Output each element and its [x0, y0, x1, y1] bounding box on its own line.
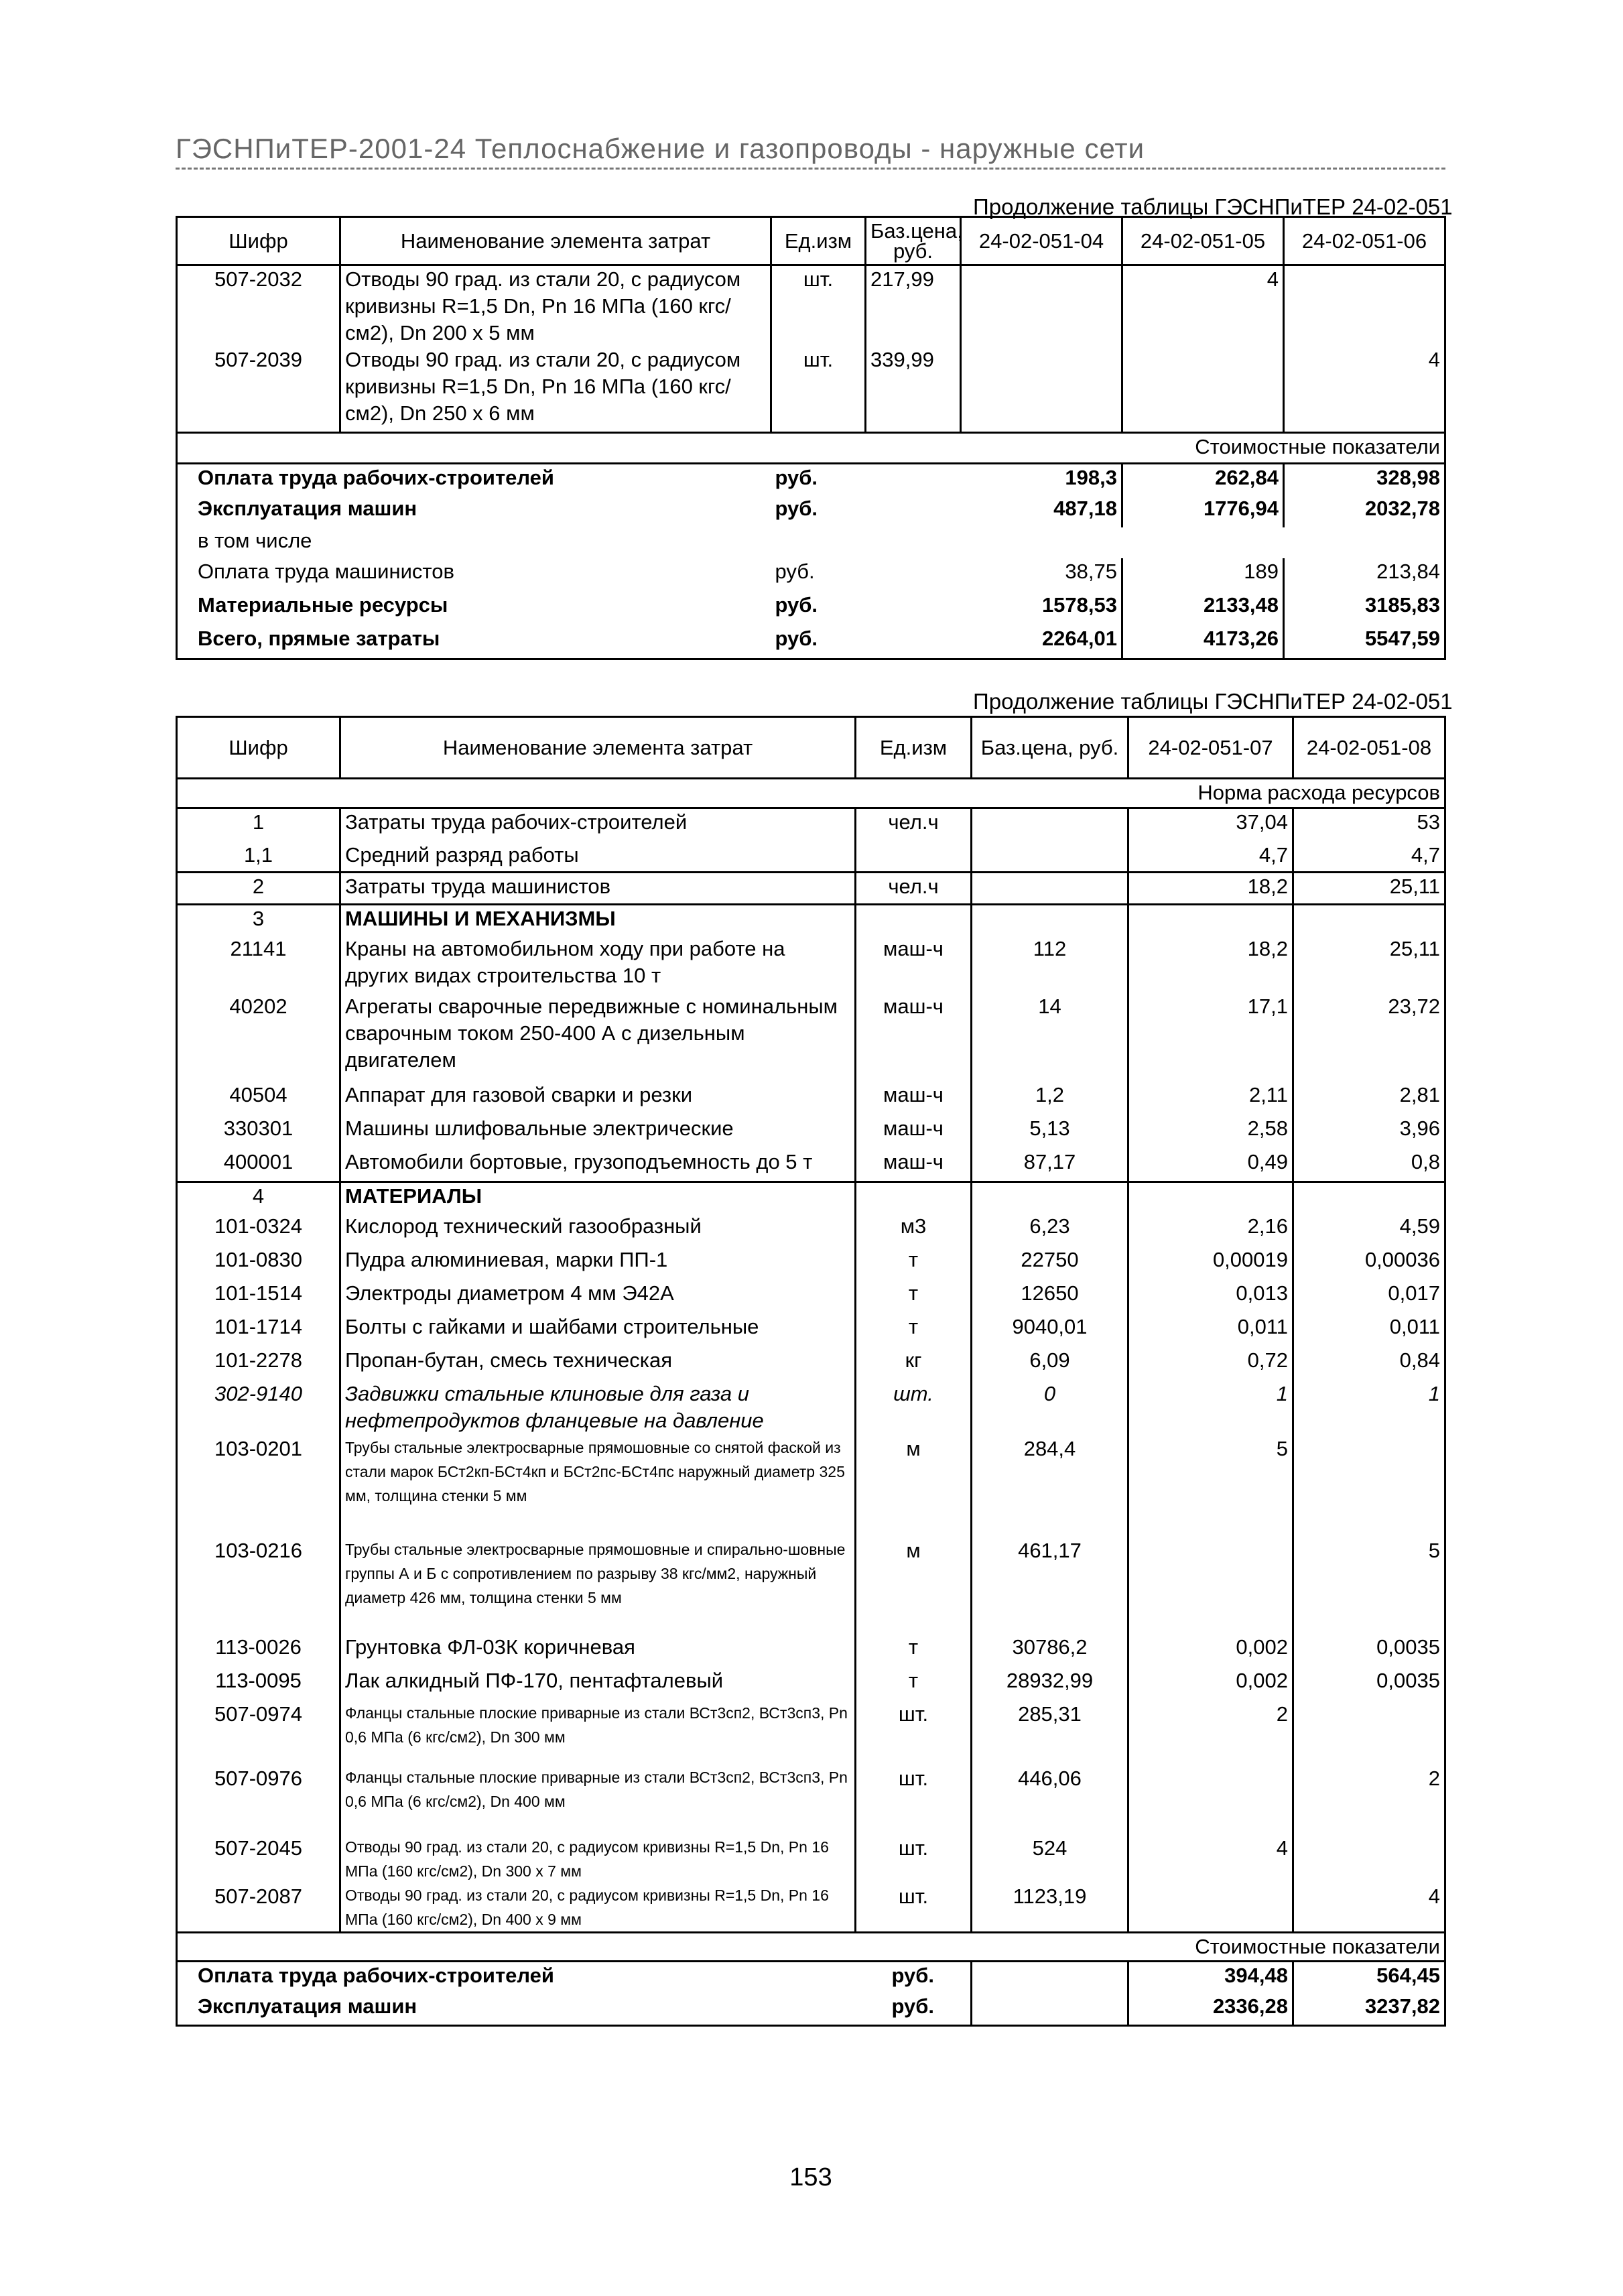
row-name: Трубы стальные электросварные прямошовные и спирально-шовные группы А и Б с сопротивлением по разрыву 38 кгс/мм2, наружный диаметр 426 мм, толщина стенки 5 мм [340, 1537, 856, 1634]
header-divider [176, 168, 1445, 170]
cost-v1: 487,18 [961, 495, 1122, 527]
row-v2: 3,96 [1399, 1116, 1440, 1140]
row-unit: маш-ч [856, 1115, 972, 1149]
row-v1: 2,11 [1128, 1082, 1293, 1115]
table-row [177, 1247, 1445, 1280]
row-unit: м [856, 1436, 972, 1537]
cost-v1: 2336,28 [1128, 1993, 1293, 2025]
row-unit: м [856, 1537, 972, 1634]
row-code: 101-1714 [177, 1314, 340, 1347]
row-v2: 2,81 [1399, 1082, 1440, 1106]
row-unit: т [856, 1247, 972, 1280]
row-code: 507-2032 [177, 265, 340, 347]
row-price: 22750 [972, 1247, 1128, 1280]
row-price: 339,99 [866, 346, 961, 432]
row-v2 [1122, 346, 1284, 432]
table-row [177, 1280, 1445, 1314]
table1-header-row [177, 217, 1445, 265]
cost-unit: руб. [775, 465, 818, 489]
row-price: 0 [972, 1381, 1128, 1436]
row-unit: т [856, 1280, 972, 1314]
row-v3 [1284, 265, 1445, 347]
row-v2: 4 [1428, 1884, 1440, 1908]
row-unit: маш-ч [856, 1082, 972, 1115]
cost-v1: 1578,53 [961, 592, 1122, 625]
cost-v3: 2032,78 [1364, 497, 1440, 520]
row-unit: шт. [856, 1701, 972, 1765]
row-price: 112 [972, 936, 1128, 993]
cost-v3: 328,98 [1376, 465, 1440, 489]
cost-row [177, 1961, 1445, 1993]
row-name: Отводы 90 град. из стали 20, с радиусом кривизны R=1,5 Dn, Pn 16 МПа (160 кгс/см2), Dn 200 х 5 мм [340, 265, 771, 347]
table-row [177, 1182, 1445, 1213]
row-code: 507-2039 [177, 346, 340, 432]
row-v2 [1293, 1436, 1445, 1537]
row-name: Агрегаты сварочные передвижные с номинальным сварочным током 250-400 А с дизельным двигателем [340, 993, 856, 1082]
row-v1: 0,002 [1128, 1667, 1293, 1701]
row-code: 101-0324 [177, 1213, 340, 1247]
norm-label: Норма расхода ресурсов [177, 779, 1445, 808]
cost-name: Всего, прямые затраты [198, 627, 440, 650]
table2-continuation-title: Продолжение таблицы ГЭСНПиТЕР 24-02-051 [973, 689, 1453, 714]
row-name: Отводы 90 град. из стали 20, с радиусом кривизны R=1,5 Dn, Pn 16 МПа (160 кгс/см2), Dn 400 х 9 мм [340, 1883, 856, 1933]
row-code: 507-2087 [177, 1883, 340, 1933]
row-v2 [1293, 1701, 1445, 1765]
row-v1: 0,013 [1128, 1280, 1293, 1314]
row-code: 507-0976 [177, 1765, 340, 1835]
col-header-name: Наименование элемента затрат [340, 717, 856, 779]
cost-label: Стоимостные показатели [177, 432, 1445, 463]
row-v2: 53 [1293, 808, 1445, 842]
row-unit: шт. [771, 346, 866, 432]
row-price: 524 [972, 1835, 1128, 1883]
row-price: 5,13 [972, 1115, 1128, 1149]
row-v1 [1128, 905, 1293, 936]
col-header-unit: Ед.изм [856, 717, 972, 779]
row-price [972, 905, 1128, 936]
row-v1: 2,58 [1128, 1115, 1293, 1149]
row-code: 101-2278 [177, 1347, 340, 1381]
row-v2: 0,017 [1388, 1281, 1440, 1305]
row-v1: 0,72 [1128, 1347, 1293, 1381]
row-name: МАТЕРИАЛЫ [340, 1182, 856, 1213]
row-price: 14 [972, 993, 1128, 1082]
cost-row [177, 625, 1445, 659]
row-code: 302-9140 [177, 1381, 340, 1436]
row-price: 1,2 [972, 1082, 1128, 1115]
row-price: 6,23 [972, 1213, 1128, 1247]
row-unit [856, 1182, 972, 1213]
row-v1: 2,16 [1128, 1213, 1293, 1247]
row-v1: 0,011 [1128, 1314, 1293, 1347]
row-code: 1,1 [177, 842, 340, 873]
cost-label: Стоимостные показатели [177, 1932, 1445, 1961]
table-row [177, 808, 1445, 842]
table-row [177, 1436, 1445, 1537]
cost-v2: 1776,94 [1122, 495, 1284, 527]
cost-unit: руб. [891, 1963, 935, 1987]
cost-v1: 2264,01 [961, 625, 1122, 659]
table-row [177, 1883, 1445, 1933]
cost-v1: 198,3 [961, 463, 1122, 495]
row-price: 285,31 [972, 1701, 1128, 1765]
table-row [177, 1765, 1445, 1835]
col-header-price: Баз.цена, руб. [866, 217, 961, 265]
table2 [176, 716, 1446, 2027]
cost-unit: руб. [891, 1994, 935, 2018]
row-code: 101-1514 [177, 1280, 340, 1314]
cost-v2: 564,45 [1376, 1963, 1440, 1987]
cost-row [177, 558, 1445, 592]
row-name: Средний разряд работы [340, 842, 856, 873]
row-v2: 0,00036 [1364, 1247, 1440, 1271]
row-unit: м3 [856, 1213, 972, 1247]
cost-name: в том числе [198, 529, 312, 552]
row-code: 113-0095 [177, 1667, 340, 1701]
row-v1: 4 [1128, 1835, 1293, 1883]
row-v1 [1128, 1765, 1293, 1835]
row-v1: 17,1 [1128, 993, 1293, 1082]
row-v2 [1293, 1182, 1445, 1213]
row-price: 9040,01 [972, 1314, 1128, 1347]
table-row [177, 265, 1445, 347]
row-v1 [961, 265, 1122, 347]
row-unit: т [856, 1667, 972, 1701]
cost-v2: 262,84 [1122, 463, 1284, 495]
row-price: 1123,19 [972, 1883, 1128, 1933]
row-code: 2 [177, 873, 340, 905]
row-v1: 5 [1128, 1436, 1293, 1537]
table-row [177, 936, 1445, 993]
row-code: 21141 [177, 936, 340, 993]
row-unit: т [856, 1314, 972, 1347]
col-header-v3: 24-02-051-06 [1284, 217, 1445, 265]
table-row [177, 873, 1445, 905]
row-price [972, 842, 1128, 873]
row-name: Болты с гайками и шайбами строительные [340, 1314, 856, 1347]
row-v2: 0,8 [1411, 1149, 1440, 1173]
row-v2 [1293, 1835, 1445, 1883]
cost-row [177, 495, 1445, 527]
row-name: Фланцы стальные плоские приварные из стали ВСт3сп2, ВСт3сп3, Pn 0,6 МПа (6 кгс/см2), Dn 400 мм [340, 1765, 856, 1835]
row-price: 6,09 [972, 1347, 1128, 1381]
cost-name: Оплата труда рабочих-строителей [198, 465, 554, 489]
table-row [177, 1381, 1445, 1436]
row-v2: 0,84 [1399, 1348, 1440, 1372]
row-unit: шт. [856, 1381, 972, 1436]
row-price: 30786,2 [972, 1634, 1128, 1667]
row-code: 330301 [177, 1115, 340, 1149]
row-v1: 0,49 [1128, 1149, 1293, 1182]
col-header-code: Шифр [177, 717, 340, 779]
row-v3: 4 [1428, 348, 1440, 371]
row-v2: 5 [1428, 1538, 1440, 1562]
table-row [177, 842, 1445, 873]
row-v2 [1293, 905, 1445, 936]
row-code: 1 [177, 808, 340, 842]
col-header-v1: 24-02-051-07 [1128, 717, 1293, 779]
cost-v2: 2133,48 [1122, 592, 1284, 625]
table2-header-row [177, 717, 1445, 779]
row-price [972, 808, 1128, 842]
row-name: Кислород технический газообразный [340, 1213, 856, 1247]
row-name: Затраты труда машинистов [340, 873, 856, 905]
row-v1: 0,002 [1128, 1634, 1293, 1667]
table-row [177, 1701, 1445, 1765]
cost-v3: 3185,83 [1364, 593, 1440, 617]
row-unit: кг [856, 1347, 972, 1381]
col-header-v1: 24-02-051-04 [961, 217, 1122, 265]
cost-name: Эксплуатация машин [198, 1994, 417, 2018]
row-v2: 23,72 [1388, 994, 1440, 1018]
row-unit: шт. [856, 1765, 972, 1835]
row-code: 103-0201 [177, 1436, 340, 1537]
table-row [177, 1667, 1445, 1701]
row-name: Пудра алюминиевая, марки ПП-1 [340, 1247, 856, 1280]
row-name: Задвижки стальные клиновые для газа и нефтепродуктов фланцевые на давление [340, 1381, 856, 1436]
row-v2: 0,011 [1389, 1314, 1440, 1338]
row-code: 3 [177, 905, 340, 936]
cost-unit: руб. [775, 560, 815, 583]
col-header-v2: 24-02-051-05 [1122, 217, 1284, 265]
row-name: Электроды диаметром 4 мм Э42А [340, 1280, 856, 1314]
row-price: 12650 [972, 1280, 1128, 1314]
row-code: 103-0216 [177, 1537, 340, 1634]
cost-name: Оплата труда рабочих-строителей [198, 1963, 554, 1987]
page-number: 153 [789, 2163, 832, 2191]
table-row [177, 1149, 1445, 1182]
row-name: Автомобили бортовые, грузоподъемность до 5 т [340, 1149, 856, 1182]
row-price [972, 1182, 1128, 1213]
row-v1: 18,2 [1128, 936, 1293, 993]
cost-row [177, 463, 1445, 495]
row-code: 400001 [177, 1149, 340, 1182]
row-v1: 4,7 [1128, 842, 1293, 873]
row-unit: т [856, 1634, 972, 1667]
row-name: Затраты труда рабочих-строителей [340, 808, 856, 842]
row-unit: маш-ч [856, 1149, 972, 1182]
row-unit: чел.ч [856, 808, 972, 842]
row-v2: 4,59 [1399, 1214, 1440, 1238]
row-code: 4 [177, 1182, 340, 1213]
row-v2: 0,0035 [1376, 1668, 1440, 1692]
row-price: 461,17 [972, 1537, 1128, 1634]
row-name: МАШИНЫ И МЕХАНИЗМЫ [340, 905, 856, 936]
row-v1: 1 [1128, 1381, 1293, 1436]
row-v2: 25,11 [1293, 873, 1445, 905]
cost-label-row [177, 1932, 1445, 1961]
row-v2: 1 [1428, 1381, 1440, 1405]
table-row [177, 905, 1445, 936]
row-v1 [1128, 1182, 1293, 1213]
table-row [177, 1537, 1445, 1634]
row-name: Отводы 90 град. из стали 20, с радиусом кривизны R=1,5 Dn, Pn 16 МПа (160 кгс/см2), Dn 300 х 7 мм [340, 1835, 856, 1883]
row-unit: шт. [771, 265, 866, 347]
row-v1 [961, 346, 1122, 432]
table-row [177, 346, 1445, 432]
norm-label-row [177, 779, 1445, 808]
row-unit: маш-ч [856, 936, 972, 993]
cost-name: Материальные ресурсы [198, 593, 448, 617]
row-v1 [1128, 1883, 1293, 1933]
cost-row [177, 527, 1445, 558]
row-v2: 0,0035 [1376, 1635, 1440, 1659]
row-name: Краны на автомобильном ходу при работе на других видах строительства 10 т [340, 936, 856, 993]
row-v1: 2 [1128, 1701, 1293, 1765]
row-price: 87,17 [972, 1149, 1128, 1182]
row-v1: 0,00019 [1128, 1247, 1293, 1280]
cost-v2: 4173,26 [1122, 625, 1284, 659]
row-code: 40202 [177, 993, 340, 1082]
row-code: 101-0830 [177, 1247, 340, 1280]
table-row [177, 1082, 1445, 1115]
cost-unit: руб. [775, 497, 818, 520]
table-row [177, 1115, 1445, 1149]
cost-v1: 394,48 [1128, 1961, 1293, 1993]
table-row [177, 993, 1445, 1082]
row-code: 507-2045 [177, 1835, 340, 1883]
row-name: Лак алкидный ПФ-170, пентафталевый [340, 1667, 856, 1701]
row-name: Пропан-бутан, смесь техническая [340, 1347, 856, 1381]
row-v2: 2 [1428, 1766, 1440, 1790]
row-price: 217,99 [866, 265, 961, 347]
cost-name: Оплата труда машинистов [198, 560, 454, 583]
cost-v2: 3237,82 [1364, 1994, 1440, 2018]
row-v1: 37,04 [1128, 808, 1293, 842]
col-header-v2: 24-02-051-08 [1293, 717, 1445, 779]
row-name: Трубы стальные электросварные прямошовные со снятой фаской из стали марок БСт2кп-БСт4кп и БСт2пс-БСт4пс наружный диаметр 325 мм, толщина стенки 5 мм [340, 1436, 856, 1537]
row-code: 113-0026 [177, 1634, 340, 1667]
col-header-price: Баз.цена, руб. [972, 717, 1128, 779]
row-unit [856, 842, 972, 873]
cost-unit: руб. [775, 593, 818, 617]
row-code: 40504 [177, 1082, 340, 1115]
cost-label-row [177, 432, 1445, 463]
row-price: 446,06 [972, 1765, 1128, 1835]
cost-unit: руб. [775, 627, 818, 650]
row-price [972, 873, 1128, 905]
cost-v1: 38,75 [961, 558, 1122, 592]
row-unit: шт. [856, 1835, 972, 1883]
row-unit: маш-ч [856, 993, 972, 1082]
cost-row [177, 592, 1445, 625]
table-row [177, 1347, 1445, 1381]
row-name: Отводы 90 град. из стали 20, с радиусом кривизны R=1,5 Dn, Pn 16 МПа (160 кгс/см2), Dn 250 х 6 мм [340, 346, 771, 432]
col-header-code: Шифр [177, 217, 340, 265]
cost-name: Эксплуатация машин [198, 497, 417, 520]
row-price: 284,4 [972, 1436, 1128, 1537]
row-name: Грунтовка ФЛ-03К коричневая [340, 1634, 856, 1667]
cost-v3: 213,84 [1376, 560, 1440, 583]
row-v1: 18,2 [1128, 873, 1293, 905]
col-header-unit: Ед.изм [771, 217, 866, 265]
cost-row [177, 1993, 1445, 2025]
cost-v2: 189 [1122, 558, 1284, 592]
col-header-name: Наименование элемента затрат [340, 217, 771, 265]
row-unit [856, 905, 972, 936]
row-unit: шт. [856, 1883, 972, 1933]
row-v2: 4,7 [1411, 842, 1440, 867]
table-row [177, 1213, 1445, 1247]
row-v1 [1128, 1537, 1293, 1634]
cost-v3: 5547,59 [1364, 627, 1440, 650]
row-name: Аппарат для газовой сварки и резки [340, 1082, 856, 1115]
table-row [177, 1634, 1445, 1667]
row-name: Фланцы стальные плоские приварные из стали ВСт3сп2, ВСт3сп3, Pn 0,6 МПа (6 кгс/см2), Dn 300 мм [340, 1701, 856, 1765]
table-row [177, 1314, 1445, 1347]
row-v2: 25,11 [1389, 936, 1440, 960]
running-header: ГЭСНПиТЕР-2001-24 Теплоснабжение и газопроводы - наружные сети [176, 133, 1145, 164]
row-v2: 4 [1122, 265, 1284, 347]
table1-continuation-title: Продолжение таблицы ГЭСНПиТЕР 24-02-051 [973, 194, 1453, 219]
table-row [177, 1835, 1445, 1883]
row-price: 28932,99 [972, 1667, 1128, 1701]
row-unit: чел.ч [856, 873, 972, 905]
table1 [176, 216, 1446, 660]
row-code: 507-0974 [177, 1701, 340, 1765]
row-name: Машины шлифовальные электрические [340, 1115, 856, 1149]
